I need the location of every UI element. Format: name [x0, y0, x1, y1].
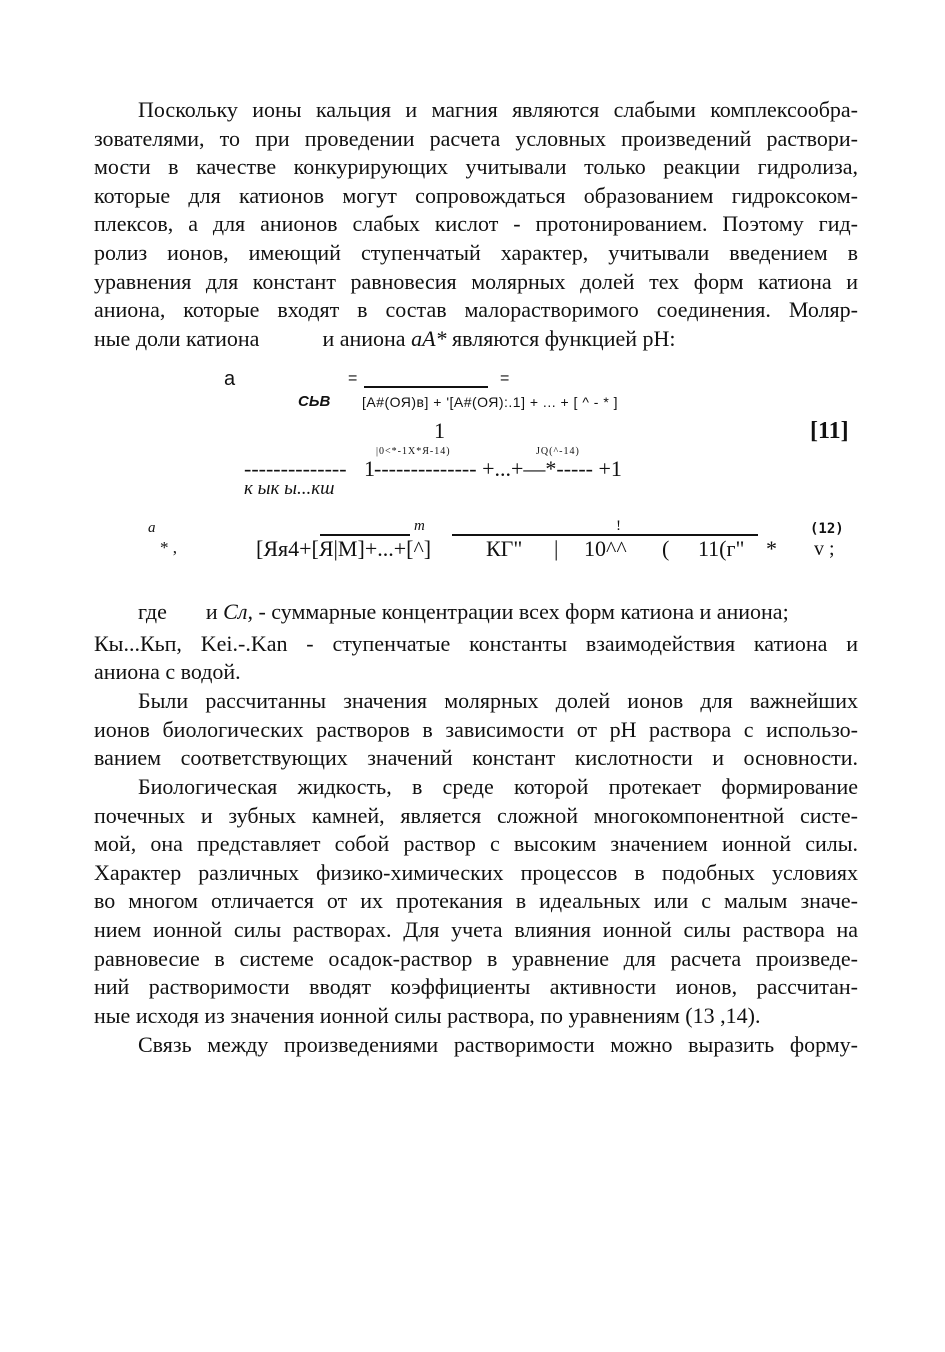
text-line: Биологическая жидкость, в среде которой протекает формирование [138, 774, 858, 799]
text-line: нием ионной силы растворах. Для учета влияния ионной силы раствора на [94, 916, 858, 942]
anion-fraction-symbol: аА* [411, 325, 447, 351]
text-segment: и аниона [322, 325, 406, 351]
text-line: во многом отличается от их протекания в идеальных или с малым значе- [94, 888, 858, 914]
formula-expression: [Яя4+[Я|М]+...+[^] [256, 536, 432, 561]
paragraph-3 [94, 687, 858, 773]
formula-tail: v ; [814, 538, 835, 560]
text-line: плексов, а для анионов слабых кислот - протонированием. Поэтому гид- [94, 211, 858, 237]
formula-expression: 10^^ [584, 536, 627, 561]
text-line: почечных и зубных камней, является сложной многокомпонентной систе- [94, 802, 858, 828]
text-line: зователями, то при проведении расчета условных произведений раствори- [94, 125, 858, 151]
formula-symbol-a: а [148, 520, 156, 536]
text-line: равновесие в системе осадок-раствор в уравнение для расчета произведе- [94, 945, 858, 971]
paragraph-5 [94, 1031, 858, 1060]
text-segment: - суммарные концентрации всех форм катиона и аниона; [258, 599, 789, 624]
formula-numerator-one: 1 [434, 418, 445, 443]
equation-number: (12) [810, 521, 844, 537]
formula-equals: = [500, 370, 510, 387]
formula-bar: | [554, 536, 559, 561]
paragraph-2 [94, 598, 858, 687]
equation-number: [11] [810, 418, 849, 444]
formula-denominator: [А#(ОЯ)в] + '[А#(ОЯ):.1] + ... + [ ^ - * ] [362, 394, 619, 410]
text-line: ванием соответствующих значений констант кислотности и основности. [94, 745, 858, 771]
text-segment: где [138, 599, 167, 624]
formula-constants: к ык ы...кш [244, 478, 335, 499]
formula-m: m [414, 518, 425, 534]
formula-equals: = [348, 370, 358, 387]
text-line: уравнения для констант равновесия молярных долей тех форм катиона и [94, 268, 858, 294]
formula-series: -------------- +...+—*----- +1 [374, 456, 622, 481]
text-segment: Сл, [223, 599, 253, 624]
text-line: Кы...Кьп, Kei.-.Kan - ступенчатые константы взаимодействия катиона и [94, 630, 858, 656]
formula-star: * , [160, 538, 177, 557]
text-line: ные исходя из значения ионной силы раствора, по уравнениям (13 ,14). [94, 1002, 761, 1028]
text-segment: ные доли катиона [94, 325, 260, 351]
text-line [94, 598, 858, 627]
formula-expression: 11(г" [698, 536, 745, 561]
text-line: ионов биологических растворов в зависимости от pH раствора с использо- [94, 716, 858, 742]
text-line: которые для катионов могут сопровождаться образованием гидроксоком- [94, 182, 858, 208]
formula-excl: ! [616, 518, 621, 534]
text-line: Были рассчитанны значения молярных долей ионов для важнейших [138, 688, 858, 713]
text-line: мости в качестве конкурирующих учитывали только реакции гидролиза, [94, 154, 858, 180]
text-line: аниона, которые входят в состав малорастворимого соединения. Моляр- [94, 297, 858, 323]
formula-superscript: JQ(^-14) [536, 446, 580, 457]
formula-symbol-a: а [224, 368, 236, 390]
formula-one: 1 [364, 456, 375, 481]
formula-star: * [766, 536, 777, 561]
text-line: Характер различных физико-химических процессов в подобных условиях [94, 859, 858, 885]
text-line-last [94, 325, 858, 354]
text-line: Поскольку ионы кальция и магния являются слабыми комплексообра- [138, 97, 858, 122]
fraction-bar [364, 386, 488, 388]
paragraph-1 [94, 96, 858, 353]
text-line: мой, она представляет собой раствор с высоким значением ионной силы. [94, 831, 858, 857]
text-segment: и [205, 599, 218, 624]
formula-paren: ( [662, 536, 670, 561]
formula-superscript: |0<*-1Х*Я-14) [376, 446, 451, 457]
text-line: ний растворимости вводят коэффициенты активности ионов, рассчитан- [94, 974, 858, 1000]
text-line: аниона с водой. [94, 659, 241, 685]
formula-expression: КГ" [486, 536, 523, 561]
text-line: ролиз ионов, имеющий ступенчатый характер, учитывали введением в [94, 239, 858, 265]
formula-cba: СЬВ [298, 393, 331, 410]
text-segment: являются функцией pH: [452, 325, 676, 351]
text-line: Связь между произведениями растворимости можно выразить форму- [138, 1032, 858, 1057]
formula-dashes: -------------- [244, 456, 347, 481]
paragraph-4 [94, 773, 858, 1030]
